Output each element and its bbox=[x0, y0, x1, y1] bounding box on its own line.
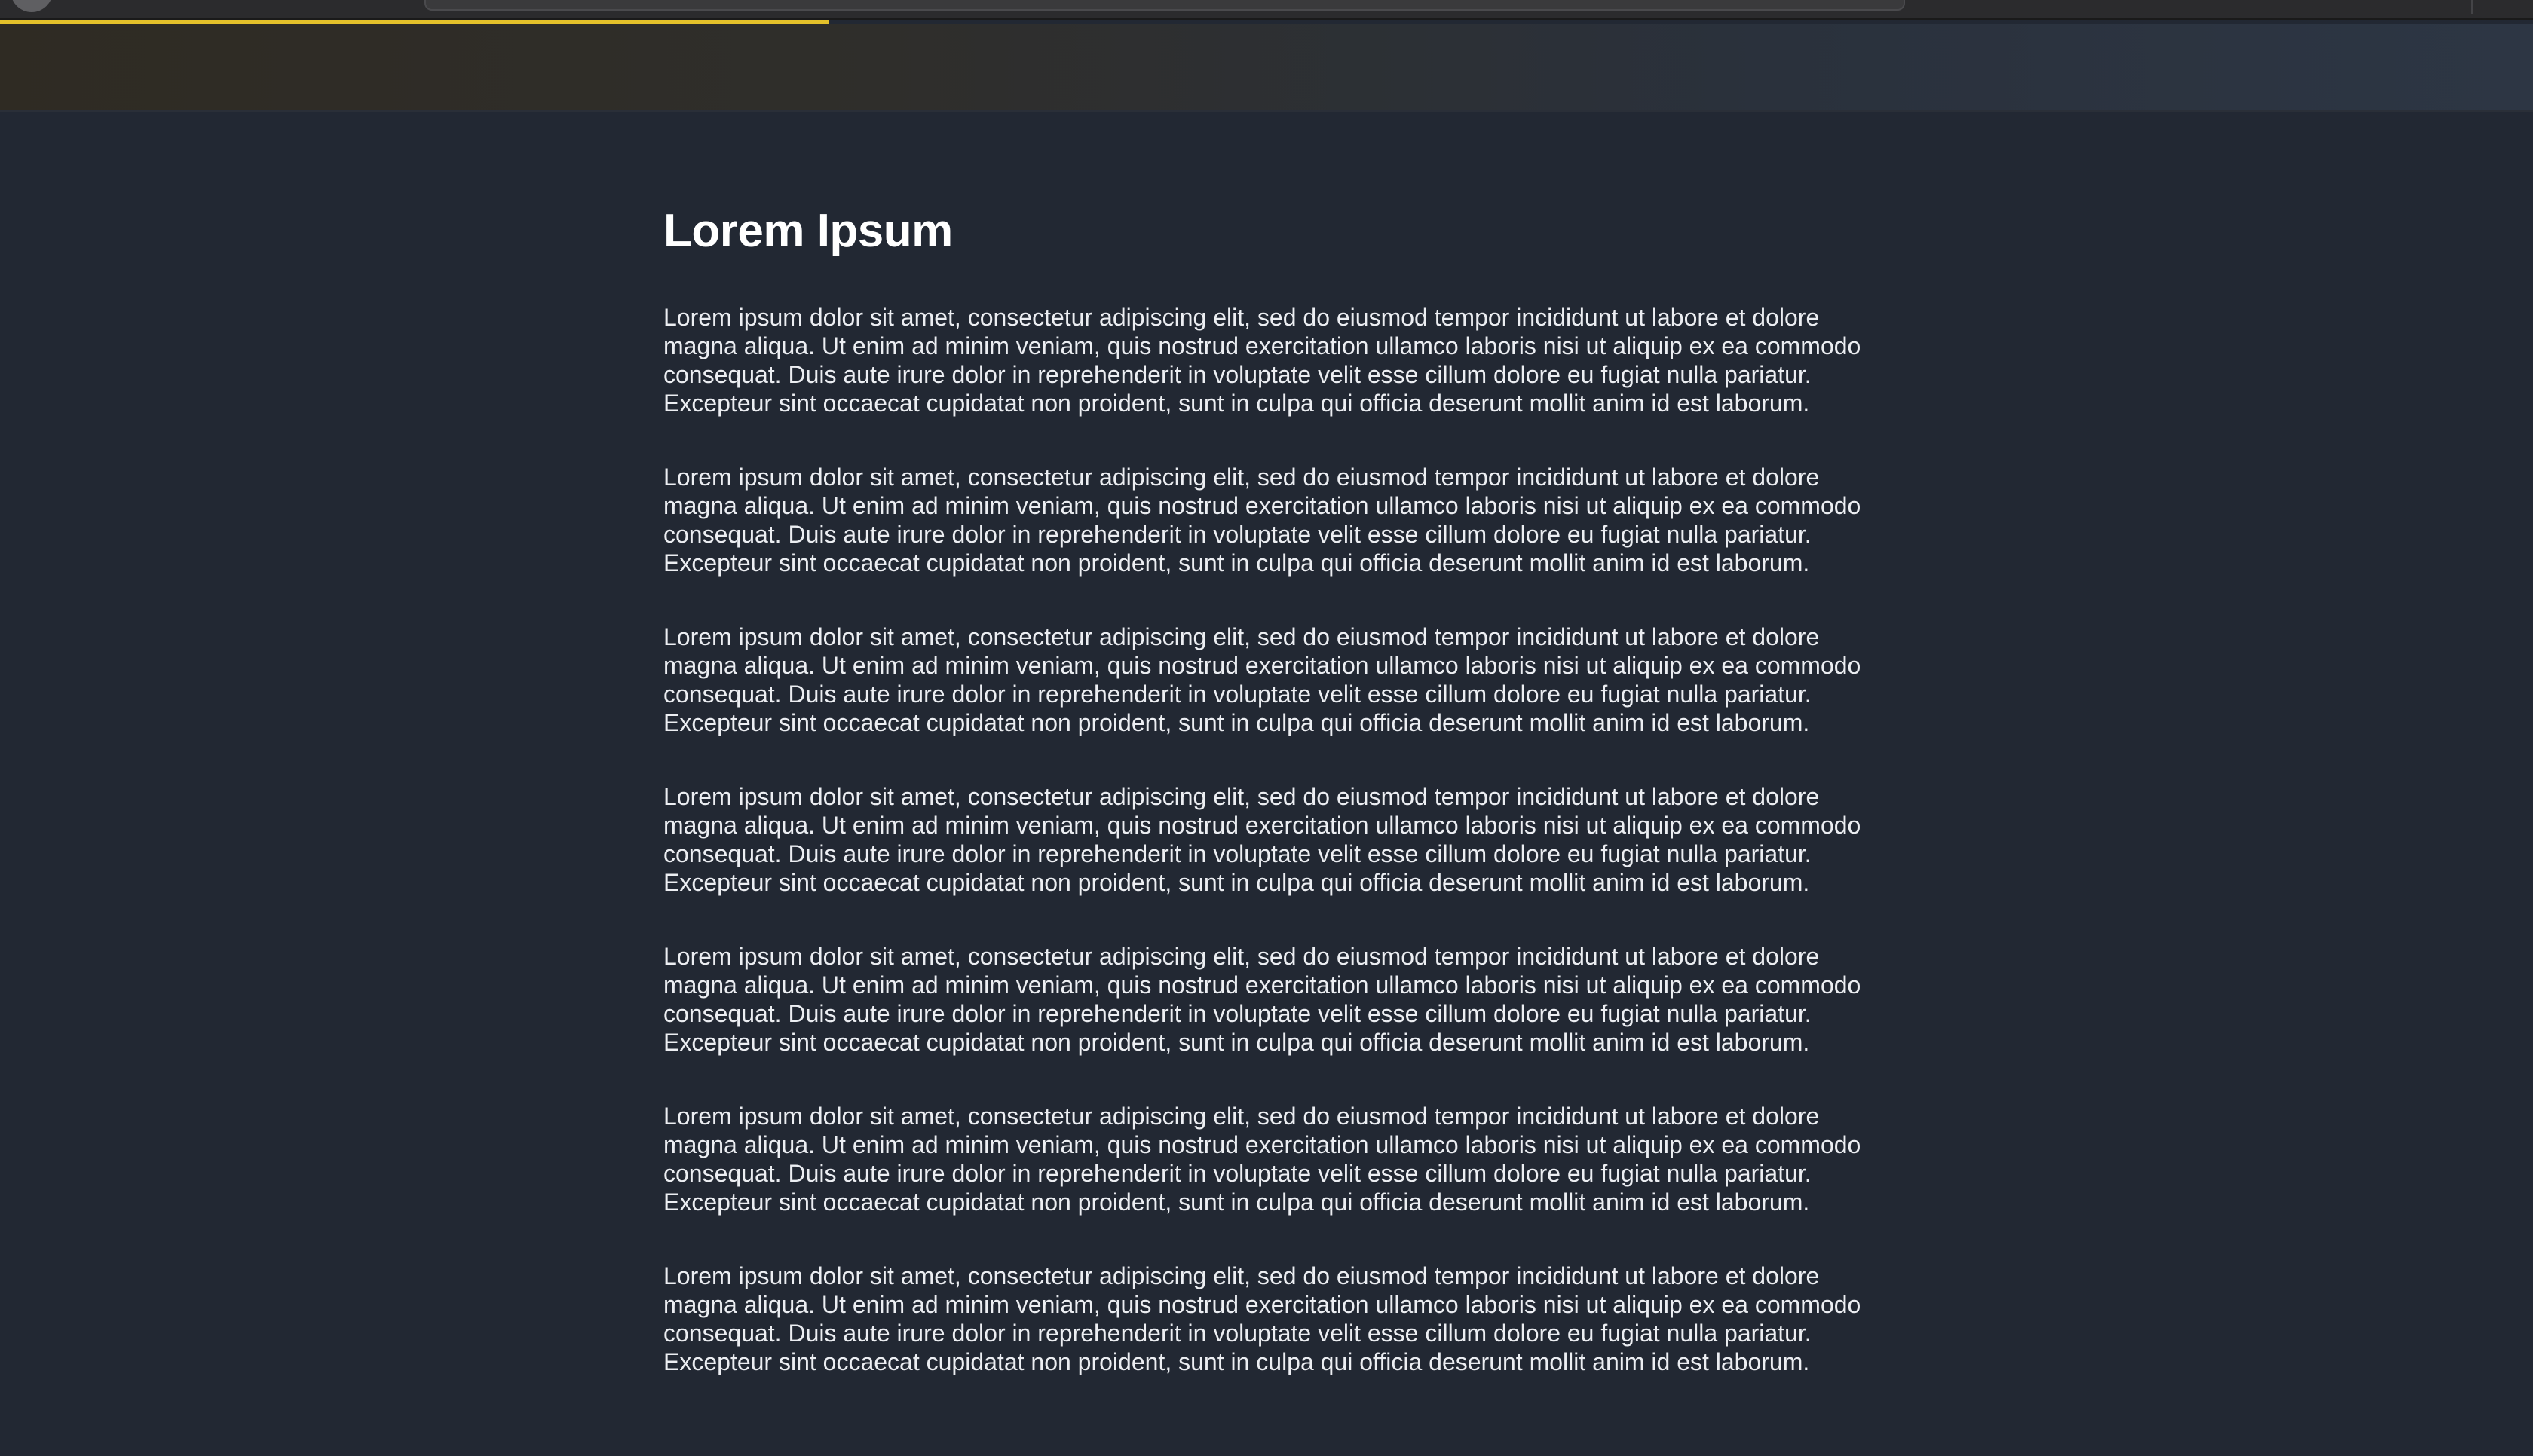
paragraph: Lorem ipsum dolor sit amet, consectetur adipiscing elit, sed do eiusmod tempor incididunt ut labore et dolore magna aliqua. Ut enim ad minim veniam, quis nostrud exercitation ullamco laboris nisi ut aliquip ex ea commodo consequat. Duis aute irure dolor in reprehenderit in voluptate velit esse cillum dolore eu fugiat nulla pariatur. Excepteur sint occaecat cupidatat non proident, sunt in culpa qui officia deserunt mollit anim id est laborum. bbox=[663, 623, 1861, 737]
page-title: Lorem Ipsum bbox=[663, 205, 953, 257]
paragraph: Lorem ipsum dolor sit amet, consectetur adipiscing elit, sed do eiusmod tempor incididunt ut labore et dolore magna aliqua. Ut enim ad minim veniam, quis nostrud exercitation ullamco laboris nisi ut aliquip ex ea commodo consequat. Duis aute irure dolor in reprehenderit in voluptate velit esse cillum dolore eu fugiat nulla pariatur. Excepteur sint occaecat cupidatat non proident, sunt in culpa qui officia deserunt mollit anim id est laborum. bbox=[663, 1103, 1861, 1216]
paragraph: Lorem ipsum dolor sit amet, consectetur adipiscing elit, sed do eiusmod tempor incididunt ut labore et dolore magna aliqua. Ut enim ad minim veniam, quis nostrud exercitation ullamco laboris nisi ut aliquip ex ea commodo consequat. Duis aute irure dolor in reprehenderit in voluptate velit esse cillum dolore eu fugiat nulla pariatur. Excepteur sint occaecat cupidatat non proident, sunt in culpa qui officia deserunt mollit anim id est laborum. bbox=[663, 463, 1861, 577]
paragraph: Lorem ipsum dolor sit amet, consectetur adipiscing elit, sed do eiusmod tempor incididunt ut labore et dolore magna aliqua. Ut enim ad minim veniam, quis nostrud exercitation ullamco laboris nisi ut aliquip ex ea commodo consequat. Duis aute irure dolor in reprehenderit in voluptate velit esse cillum dolore eu fugiat nulla pariatur. Excepteur sint occaecat cupidatat non proident, sunt in culpa qui officia deserunt mollit anim id est laborum. bbox=[663, 783, 1861, 897]
address-bar[interactable] bbox=[424, 0, 1905, 11]
paragraph: Lorem ipsum dolor sit amet, consectetur adipiscing elit, sed do eiusmod tempor incididunt ut labore et dolore magna aliqua. Ut enim ad minim veniam, quis nostrud exercitation ullamco laboris nisi ut aliquip ex ea commodo consequat. Duis aute irure dolor in reprehenderit in voluptate velit esse cillum dolore eu fugiat nulla pariatur. Excepteur sint occaecat cupidatat non proident, sunt in culpa qui officia deserunt mollit anim id est laborum. bbox=[663, 943, 1861, 1057]
browser-toolbar bbox=[0, 0, 2533, 20]
article bbox=[663, 203, 1877, 1421]
toolbar-button[interactable] bbox=[11, 0, 53, 12]
page-header-band bbox=[0, 24, 2533, 112]
toolbar-divider bbox=[2471, 0, 2473, 14]
paragraph: Lorem ipsum dolor sit amet, consectetur adipiscing elit, sed do eiusmod tempor incididunt ut labore et dolore magna aliqua. Ut enim ad minim veniam, quis nostrud exercitation ullamco laboris nisi ut aliquip ex ea commodo consequat. Duis aute irure dolor in reprehenderit in voluptate velit esse cillum dolore eu fugiat nulla pariatur. Excepteur sint occaecat cupidatat non proident, sunt in culpa qui officia deserunt mollit anim id est laborum. bbox=[663, 304, 1861, 418]
paragraph: Lorem ipsum dolor sit amet, consectetur adipiscing elit, sed do eiusmod tempor incididunt ut labore et dolore magna aliqua. Ut enim ad minim veniam, quis nostrud exercitation ullamco laboris nisi ut aliquip ex ea commodo consequat. Duis aute irure dolor in reprehenderit in voluptate velit esse cillum dolore eu fugiat nulla pariatur. Excepteur sint occaecat cupidatat non proident, sunt in culpa qui officia deserunt mollit anim id est laborum. bbox=[663, 1262, 1861, 1376]
